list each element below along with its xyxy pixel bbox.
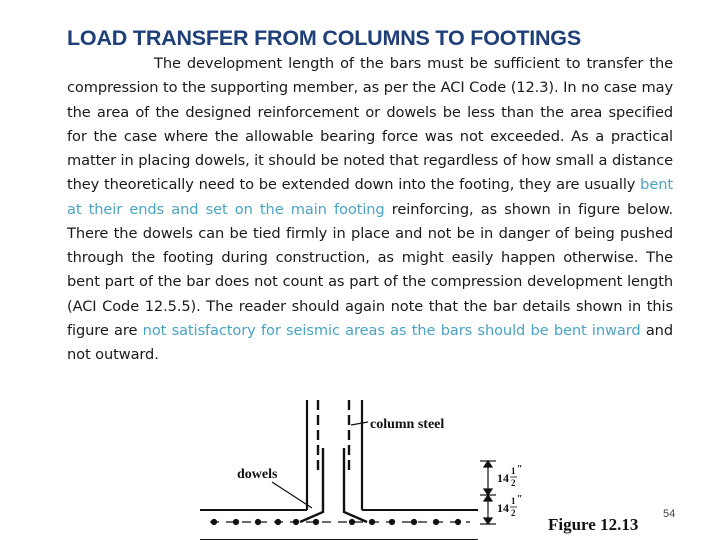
dimension-markers	[480, 461, 496, 524]
body-text-run: reinforcing, as shown in figure below. There the dowels can be tied firmly in place and not be in danger of being pushed through the footing during construction, as might easily happen otherwise. The bent part of the bar does not count as part of the compression development length (ACI Code 12.5.5). The reader should again note that the bar details shown in this figure are	[67, 200, 673, 339]
highlighted-text: bent at their ends and set on the main footing	[67, 176, 673, 218]
svg-text:2: 2	[511, 478, 516, 488]
svg-text:2: 2	[511, 508, 516, 518]
svg-text:14: 14	[497, 471, 509, 485]
footing-reinforcement	[210, 519, 470, 524]
svg-text:1: 1	[511, 496, 516, 506]
column-steel-label: column steel	[370, 417, 445, 432]
dowels-label: dowels	[237, 467, 278, 482]
footing-dowel-figure	[200, 392, 523, 540]
svg-text:14: 14	[497, 501, 509, 515]
page-number: 54	[663, 508, 676, 520]
body-text-run: The development length of the bars must be sufficient to transfer the compression to the supporting member, as per the ACI Code (12.3). In no case may the area of the designed reinforcement or dowels be less than the area specified for the case where the allowable bearing force was not exceeded. As a practical matter in placing dowels, it should be noted that regardless of how small a distance they theoretically need to be extended down into the footing, they are usually	[67, 55, 673, 194]
figure-caption: Figure 12.13	[548, 515, 639, 534]
body-paragraph	[67, 52, 673, 367]
dimension-1-label	[497, 464, 523, 488]
column-steel-leader	[351, 422, 368, 425]
svg-text:″: ″	[517, 464, 523, 475]
svg-text:1: 1	[511, 466, 516, 476]
highlighted-text: not satisfactory for seismic areas as the bars should be bent inward	[142, 321, 641, 339]
svg-text:″: ″	[517, 494, 523, 505]
dimension-2-label	[497, 494, 523, 518]
slide-title: LOAD TRANSFER FROM COLUMNS TO FOOTINGS	[67, 26, 581, 50]
body-text-run: and not outward.	[67, 321, 673, 363]
